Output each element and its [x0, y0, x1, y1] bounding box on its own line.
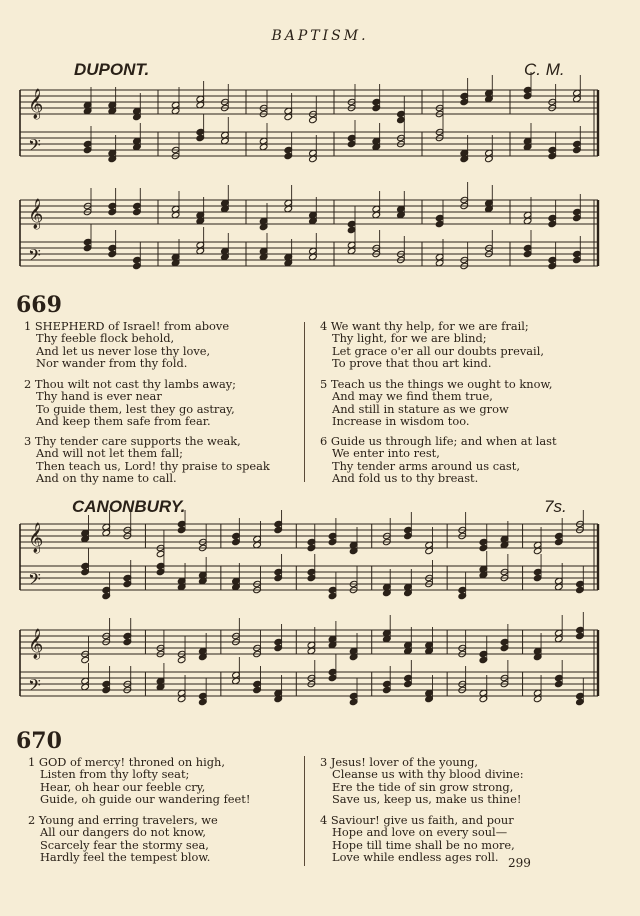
- score-system-2: [20, 182, 598, 270]
- svg-text:𝄢: 𝄢: [28, 135, 41, 159]
- column-divider: [304, 322, 305, 482]
- hymn-670-stanza-2: 2 Young and erring travelers, we All our dangers do not know, Scarcely fear the stormy sea, Hardly feel the tempest blow.: [28, 813, 218, 865]
- hymn-669-stanza-4: 4 We want thy help, for we are frail; Thy light, for we are blind; Let grace o'er all our doubts prevail, To prove that thou art kind.: [320, 319, 544, 371]
- svg-text:𝄞: 𝄞: [28, 89, 44, 119]
- svg-text:𝄢: 𝄢: [28, 569, 41, 593]
- tune-meter-dupont: C. M.: [524, 60, 565, 79]
- hymn-669-stanza-5: 5 Teach us the things we ought to know, And may we find them true, And still in stature as we grow Increase in wisdom too.: [320, 377, 553, 429]
- tune-name-canonbury: CANONBURY.: [72, 497, 186, 516]
- svg-text:𝄞: 𝄞: [28, 523, 44, 553]
- hymn-number-670: 670: [16, 728, 62, 754]
- hymn-670-stanza-3: 3 Jesus! lover of the young, Cleanse us with thy blood divine: Ere the tide of sin grow strong, Save us, keep us, make us thine!: [320, 755, 524, 807]
- hymn-number-669: 669: [16, 292, 62, 318]
- tune-name-dupont: DUPONT.: [74, 60, 150, 79]
- hymn-669-stanza-6: 6 Guide us through life; and when at last We enter into rest, Thy tender arms around us cast, And fold us to thy breast.: [320, 434, 557, 486]
- hymn-670-stanza-1: 1 GOD of mercy! throned on high, Listen from thy lofty seat; Hear, oh hear our feeble cry, Guide, oh guide our wandering feet!: [28, 755, 251, 807]
- page-number: 299: [508, 856, 531, 870]
- score-system-1: [20, 72, 598, 163]
- score-system-4: [20, 612, 598, 706]
- music-score-dupont: [0, 0, 640, 300]
- tune-meter-canonbury: 7s.: [544, 497, 567, 516]
- svg-text:𝄢: 𝄢: [28, 675, 41, 699]
- svg-text:𝄢: 𝄢: [28, 245, 41, 269]
- svg-text:𝄞: 𝄞: [28, 199, 44, 229]
- svg-text:𝄞: 𝄞: [28, 629, 44, 659]
- hymn-670-stanza-4: 4 Saviour! give us faith, and pour Hope and love on every soul— Hope till time shall be no more, Love while endless ages roll.: [320, 813, 515, 865]
- hymn-669-stanza-2: 2 Thou wilt not cast thy lambs away; Thy hand is ever near To guide them, lest they go astray, And keep them safe from fear.: [24, 377, 237, 429]
- section-heading: BAPTISM.: [271, 28, 369, 44]
- score-system-3: [20, 510, 598, 600]
- hymn-669-stanza-3: 3 Thy tender care supports the weak, And will not let them fall; Then teach us, Lord! thy praise to speak And on thy name to call.: [24, 434, 270, 486]
- music-score-canonbury: [0, 510, 640, 730]
- hymn-669-stanza-1: 1 SHEPHERD of Israel! from above Thy feeble flock behold, And let us never lose thy love, Nor wander from thy fold.: [24, 319, 230, 371]
- column-divider-2: [304, 756, 305, 866]
